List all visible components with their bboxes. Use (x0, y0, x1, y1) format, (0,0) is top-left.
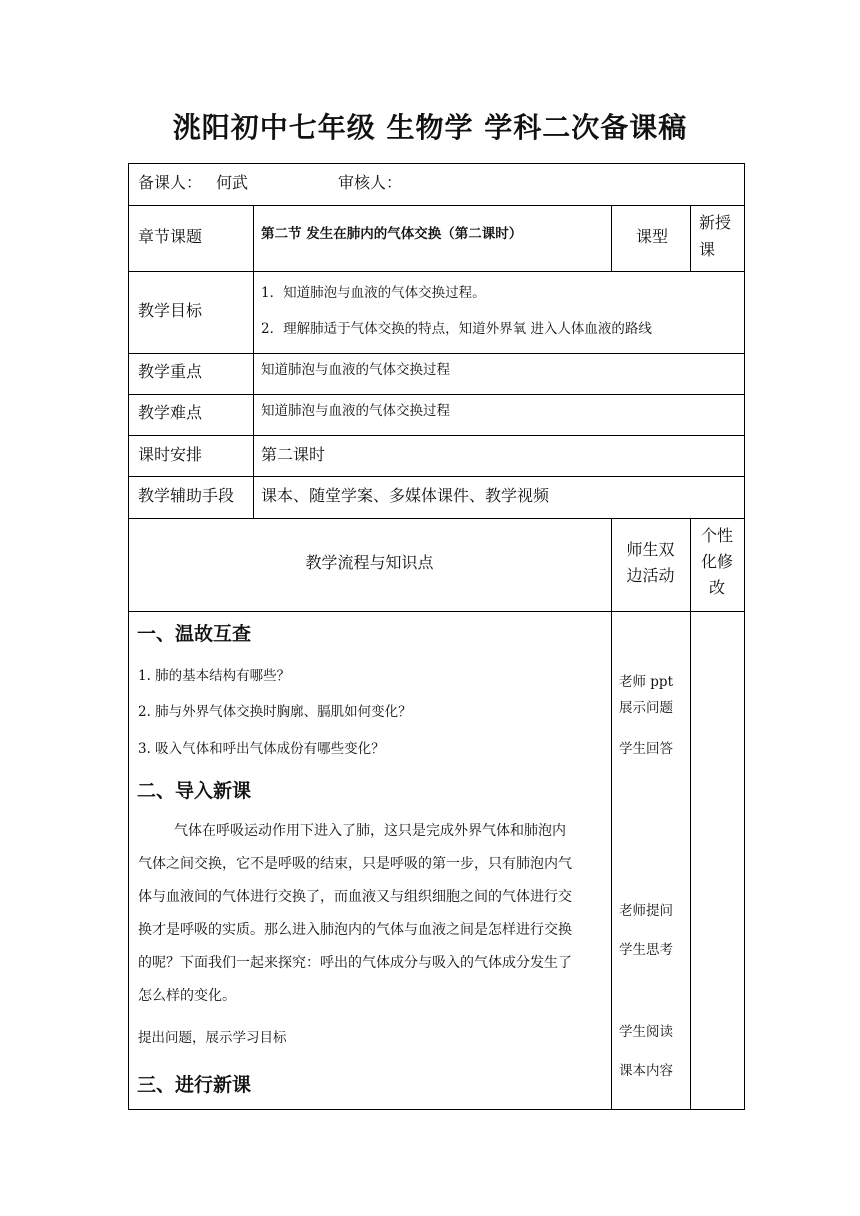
page-title: 洮阳初中七年级 生物学 学科二次备课稿 (172, 111, 688, 144)
intro-paragraph-line: 体与血液间的气体进行交换了，而血液又与组织细胞之间的气体进行交 (138, 889, 572, 905)
lesson-type-value-line2: 课 (699, 240, 716, 259)
review-question-2: 2. 肺与外界气体交换时胸廓、膈肌如何变化？ (138, 704, 412, 720)
section-heading-new-lesson: 三、进行新课 (137, 1074, 252, 1096)
objective-2: 2．理解肺适于气体交换的特点，知道外界氧 进入人体血液的路线 (261, 321, 652, 337)
section-heading-intro: 二、导入新课 (137, 780, 252, 802)
aids-label: 教学辅助手段 (138, 486, 235, 505)
table-border-left (128, 163, 129, 1110)
reviewer-label: 审核人： (338, 173, 403, 192)
activity-text: 学生回答 (619, 741, 673, 757)
activity-text: 老师提问 (619, 903, 673, 919)
intro-paragraph-line: 换才是呼吸的实质。那么进入肺泡内的气体与血液之间是怎样进行交换 (138, 922, 572, 938)
intro-paragraph-line: 怎么样的变化。 (138, 988, 236, 1004)
row-divider (128, 476, 745, 477)
row-divider (128, 353, 745, 354)
row-divider (128, 611, 745, 612)
activity-text: 展示问题 (619, 700, 673, 716)
chapter-label: 章节课题 (138, 227, 203, 246)
activity-header-line1: 师生双 (626, 540, 675, 559)
activity-text: 老师 ppt (619, 674, 673, 690)
activity-text: 课本内容 (619, 1063, 673, 1079)
lesson-type-label: 课型 (636, 227, 669, 246)
table-border-bottom (128, 1109, 745, 1110)
section-heading-review: 一、温故互查 (137, 623, 252, 645)
column-divider (611, 205, 612, 272)
key-points-label: 教学重点 (138, 362, 203, 381)
row-divider (128, 435, 745, 436)
key-points-value: 知道肺泡与血液的气体交换过程 (261, 362, 450, 378)
row-divider (128, 205, 745, 206)
column-divider (690, 518, 691, 1110)
review-question-3: 3. 吸入气体和呼出气体成份有哪些变化？ (138, 741, 385, 757)
column-divider (690, 205, 691, 272)
custom-header-line3: 改 (708, 578, 725, 597)
schedule-label: 课时安排 (138, 445, 203, 464)
review-question-1: 1. 肺的基本结构有哪些？ (138, 668, 291, 684)
column-divider (253, 205, 254, 519)
activity-text: 学生思考 (619, 942, 673, 958)
table-border-top (128, 163, 745, 164)
preparer-name: 何武 (216, 173, 249, 192)
intro-paragraph-line: 气体在呼吸运动作用下进入了肺，这只是完成外界气体和肺泡内 (174, 823, 566, 839)
row-divider (128, 518, 745, 519)
activity-header-line2: 边活动 (626, 566, 675, 585)
row-divider (128, 394, 745, 395)
custom-header-line2: 化修 (700, 552, 733, 571)
preparer-label: 备课人： (138, 173, 203, 192)
intro-paragraph-line: 的呢？下面我们一起来探究：呼出的气体成分与吸入的气体成分发生了 (138, 955, 572, 971)
lesson-type-value-line1: 新授 (699, 213, 732, 232)
objective-1: 1．知道肺泡与血液的气体交换过程。 (261, 285, 486, 301)
activity-text: 学生阅读 (619, 1024, 673, 1040)
chapter-value: 第二节 发生在肺内的气体交换（第二课时） (261, 226, 523, 242)
aids-value: 课本、随堂学案、多媒体课件、教学视频 (261, 486, 550, 505)
difficulties-value: 知道肺泡与血液的气体交换过程 (261, 403, 450, 419)
intro-paragraph-line: 气体之间交换，它不是呼吸的结束，只是呼吸的第一步，只有肺泡内气 (138, 856, 572, 872)
ask-question-line: 提出问题，展示学习目标 (138, 1030, 287, 1046)
schedule-value: 第二课时 (261, 445, 326, 464)
difficulties-label: 教学难点 (138, 403, 203, 422)
custom-header-line1: 个性 (700, 526, 733, 545)
table-border-right (744, 163, 745, 1110)
objectives-label: 教学目标 (138, 301, 203, 320)
row-divider (128, 271, 745, 272)
column-divider (611, 518, 612, 1110)
process-header: 教学流程与知识点 (305, 553, 434, 572)
